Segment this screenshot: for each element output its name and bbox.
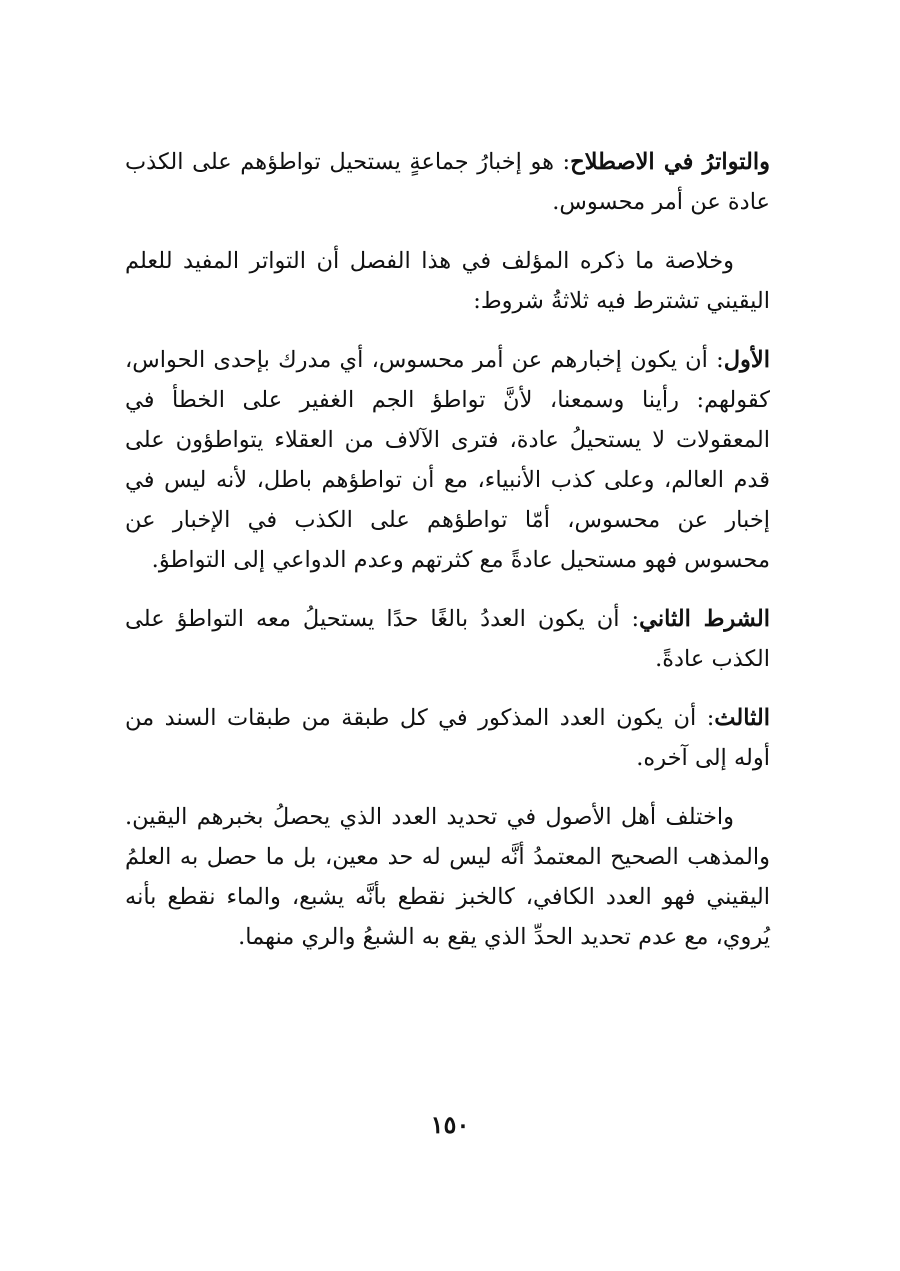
paragraph-text: وخلاصة ما ذكره المؤلف في هذا الفصل أن التواتر المفيد للعلم اليقيني تشترط فيه ثلاثةُ شروط: xyxy=(125,248,770,314)
paragraph-first-condition xyxy=(125,340,770,580)
paragraph-text: : أن يكون العدد المذكور في كل طبقة من طبقات السند من أوله إلى آخره. xyxy=(125,705,770,771)
paragraph-scholars-disagreement xyxy=(125,797,770,957)
paragraph-text: : هو إخبارُ جماعةٍ يستحيل تواطؤهم على الكذب عادة عن أمر محسوس. xyxy=(125,149,770,215)
paragraph-third-condition xyxy=(125,698,770,778)
term-first: الأول xyxy=(723,347,770,373)
paragraph-second-condition xyxy=(125,599,770,679)
body-text xyxy=(125,142,770,976)
paragraph-text: : أن يكون العددُ بالغًا حدًا يستحيلُ معه التواطؤ على الكذب عادةً. xyxy=(125,606,770,672)
term-tawatur: والتواترُ في الاصطلاح xyxy=(570,149,771,175)
page-number: ١٥٠ xyxy=(430,1110,470,1139)
paragraph-summary xyxy=(125,241,770,321)
term-third: الثالث xyxy=(714,705,770,731)
paragraph-text: : أن يكون إخبارهم عن أمر محسوس، أي مدرك بإحدى الحواس، كقولهم: رأينا وسمعنا، لأنَّ تواطؤ الجم الغفير على الخطأ في المعقولات لا يستحيلُ عادة، فترى الآلاف من العقلاء يتواطؤون على قدم العالم، وعلى كذب الأنبياء، مع أن تواطؤهم باطل، لأنه ليس في إخبار عن محسوس، أمّا تواطؤهم على الكذب في الإخبار عن محسوس فهو مستحيل عادةً مع كثرتهم وعدم الدواعي إلى التواطؤ. xyxy=(125,347,770,573)
paragraph-tawatur-definition xyxy=(125,142,770,222)
paragraph-text: واختلف أهل الأصول في تحديد العدد الذي يحصلُ بخبرهم اليقين. والمذهب الصحيح المعتمدُ أنَّه ليس له حد معين، بل ما حصل به العلمُ اليقيني فهو العدد الكافي، كالخبز نقطع بأنَّه يشبع، والماء نقطع بأنه يُروي، مع عدم تحديد الحدِّ الذي يقع به الشبعُ والري منهما. xyxy=(125,804,770,950)
term-second: الشرط الثاني xyxy=(639,606,770,632)
